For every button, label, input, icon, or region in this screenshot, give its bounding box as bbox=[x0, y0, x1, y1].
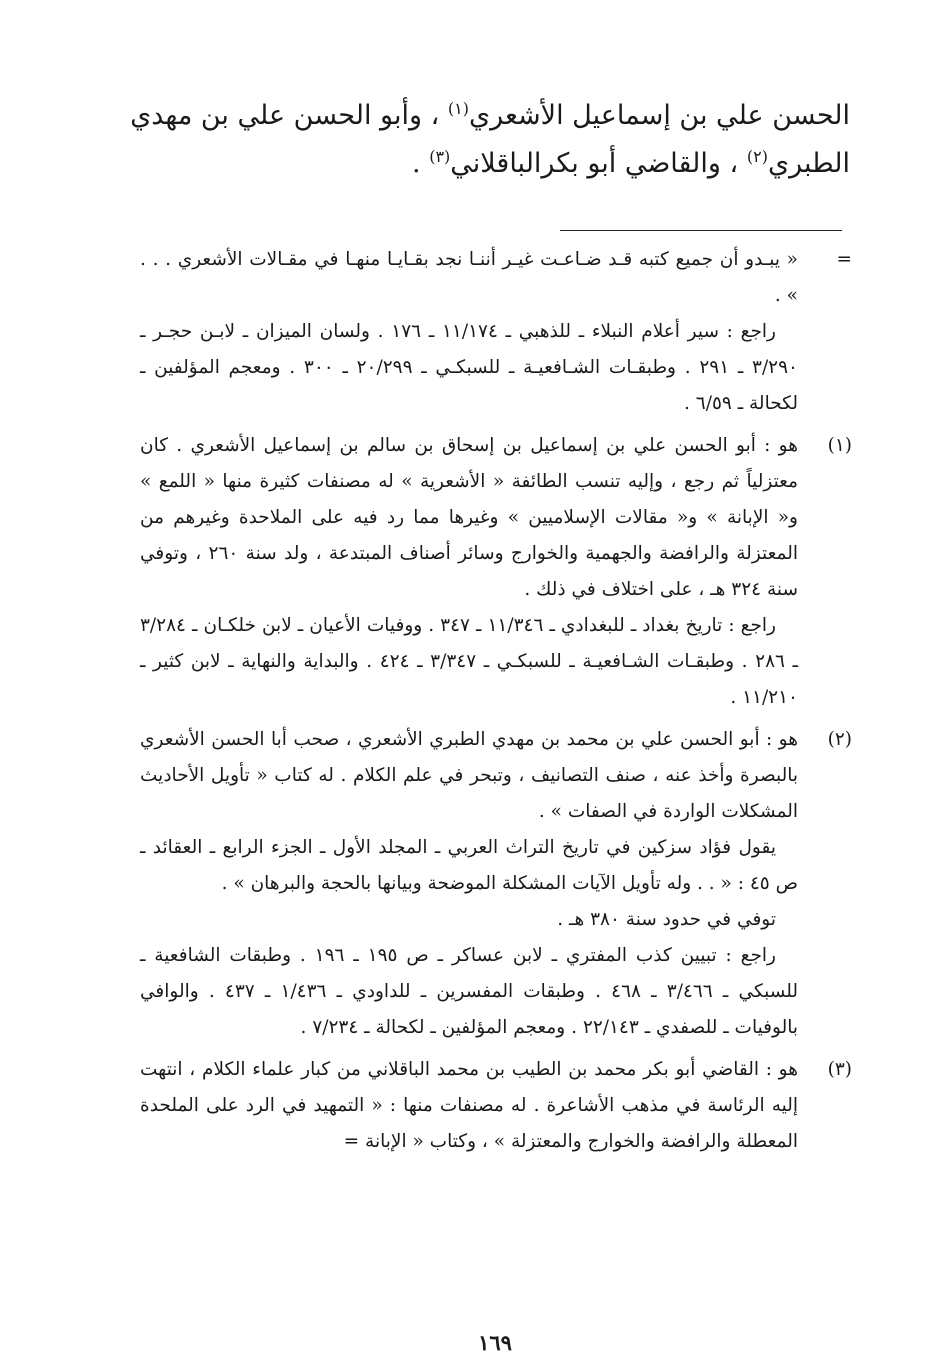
footnotes-section bbox=[140, 242, 850, 1166]
footnote-paragraph: راجع : تبيين كذب المفتري ـ لابن عساكر ـ ص ١٩٥ ـ ١٩٦ . وطبقات الشافعية ـ للسبكي ـ ٣/٤٦٦ ـ ٤٦٨ . وطبقات المفسرين ـ للداودي ـ ١/٤٣٦ ـ ٤٣٧ . والوافي بالوفيات ـ للصفدي ـ ٢٢/١٤٣ . ومعجم المؤلفين ـ لكحالة ـ ٧/٢٣٤ . bbox=[140, 945, 799, 1038]
footnote-divider bbox=[560, 230, 842, 231]
main-line-1 bbox=[130, 92, 850, 140]
footnote-paragraph: راجع : تاريخ بغداد ـ للبغدادي ـ ١١/٣٤٦ ـ ٣٤٧ . ووفيات الأعيان ـ لابن خلكـان ـ ٣/٢٨٤ ـ ٢٨٦ . وطبقـات الشـافعيـة ـ للسبكـي ـ ٣/٣٤٧ ـ ٤٢٤ . والبداية والنهاية ـ لابن كثير ـ ١١/٢١٠ . bbox=[140, 615, 798, 708]
page-number: ١٦٩ bbox=[478, 1330, 512, 1355]
main-body-text bbox=[130, 92, 850, 188]
main-line-2 bbox=[140, 140, 850, 188]
footnote-ref-2: (٢) bbox=[746, 147, 768, 166]
footnote-paragraph: هو : القاضي أبو بكر محمد بن الطيب بن محمد الباقلاني من كبار علماء الكلام ، انتهت إليه الرئاسة في مذهب الأشاعرة . له مصنفات منها : « التمهيد في الرد على الملحدة المعطلة والرافضة والخوارج والمعتزلة » ، وكتاب « الإبانة = bbox=[140, 1059, 798, 1152]
footnote-2 bbox=[140, 722, 850, 1046]
footnote-marker: (٣) bbox=[827, 1059, 852, 1080]
footnote-paragraph: « يبـدو أن جميع كتبه قـد ضـاعـت غيـر أننـا نجد بقـايـا منهـا في مقـالات الأشعري . . . » . bbox=[140, 249, 798, 306]
footnote-paragraph: هو : أبو الحسن علي بن محمد بن مهدي الطبري الأشعري ، صحب أبا الحسن الأشعري بالبصرة وأخذ عنه ، صنف التصانيف ، وتبحر في علم الكلام . له كتاب « تأويل الأحاديث المشكلات الواردة في الصفات » . bbox=[140, 729, 798, 822]
main-text-segment: ، وأبو الحسن علي بن مهدي bbox=[130, 100, 448, 131]
footnote-paragraph: هو : أبو الحسن علي بن إسماعيل بن إسحاق بن سالم بن إسماعيل الأشعري . كان معتزلياً ثم رجع ، وإليه تنسب الطائفة « الأشعرية » له مصنفات كثيرة منها « اللمع » و« الإبانة » و« مقالات الإسلاميين » وغيرها مما رد فيه على الملاحدة وغيرهم من المعتزلة والرافضة والجهمية والخوارج وسائر أصناف المبتدعة ، ولد سنة ٢٦٠ ، وتوفي سنة ٣٢٤ هـ ، على اختلاف في ذلك . bbox=[140, 435, 799, 600]
footnote-continued bbox=[140, 242, 850, 422]
footnote-paragraph: يقول فؤاد سزكين في تاريخ التراث العربي ـ المجلد الأول ـ الجزء الرابع ـ العقائد ـ ص ٤٥ : « . . وله تأويل الآيات المشكلة الموضحة وبيانها بالحجة والبرهان » . bbox=[140, 837, 798, 894]
footnote-marker: (١) bbox=[827, 435, 852, 456]
main-text-segment: . bbox=[412, 148, 430, 179]
document-page bbox=[130, 92, 852, 1355]
footnote-paragraph: راجع : سير أعلام النبلاء ـ للذهبي ـ ١١/١٧٤ ـ ١٧٦ . ولسان الميزان ـ لابـن حجـر ـ ٣/٢٩٠ ـ ٢٩١ . وطبقـات الشـافعيـة ـ للسبكـي ـ ٢٠/٢٩٩ ـ ٣٠٠ . ومعجم المؤلفين ـ لكحالة ـ ٦/٥٩ . bbox=[140, 321, 798, 414]
footnote-1 bbox=[140, 428, 850, 716]
footnote-marker: = bbox=[836, 249, 852, 270]
footnote-paragraph: توفي في حدود سنة ٣٨٠ هـ . bbox=[557, 909, 776, 930]
footnote-marker: (٢) bbox=[827, 729, 852, 750]
main-text-segment: الحسن علي بن إسماعيل الأشعري bbox=[469, 100, 850, 131]
main-text-segment: الطبري bbox=[767, 148, 850, 179]
main-text-segment: ، والقاضي أبو بكرالباقلاني bbox=[450, 148, 747, 179]
footnote-ref-1: (١) bbox=[447, 99, 469, 118]
footnote-3 bbox=[140, 1052, 850, 1160]
footnote-ref-3: (٣) bbox=[429, 147, 451, 166]
